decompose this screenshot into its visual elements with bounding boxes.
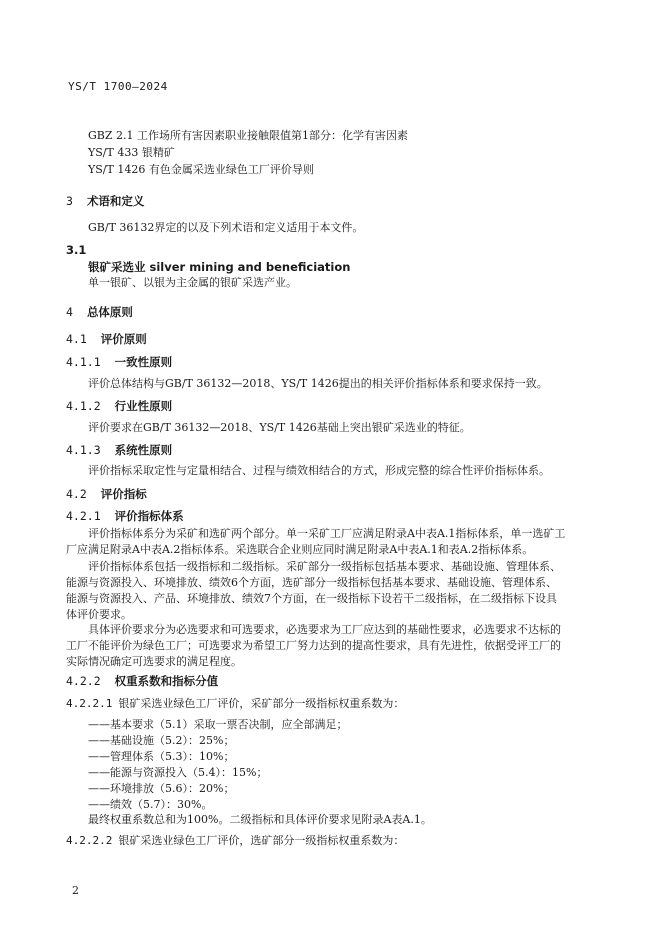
clause-4-2-2-2 [66, 834, 404, 848]
standard-code-header: YS/T 1700—2024 [68, 80, 168, 93]
section-title: 总体原则 [86, 305, 133, 319]
section-4-1-1-heading [66, 355, 172, 369]
section-4-1-2-heading [66, 399, 172, 413]
section-number: 4.2 [66, 487, 87, 501]
paragraph-line: 厂应满足附录A中表A.2指标体系。采选联合企业则应同时满足附录A中表A.1和表A.2指标体系。 [66, 543, 534, 556]
section-title: 评价指标 [100, 487, 147, 501]
section-number: 4.1 [66, 332, 87, 346]
clause-text: 银矿采选业绿色工厂评价，采矿部分一级指标权重系数为： [118, 697, 405, 710]
section-title: 术语和定义 [86, 194, 145, 208]
list-item: ——环境排放（5.6）：20%； [88, 782, 235, 795]
paragraph-line: 能源与资源投入、环境排放、绩效6个方面，选矿部分一级指标包括基本要求、基础设施、管理体系、 [66, 576, 557, 589]
section-number: 4.2.2 [66, 674, 101, 688]
page-number: 2 [72, 884, 79, 897]
list-item: ——管理体系（5.3）：10%； [88, 750, 235, 763]
paragraph-line: 体评价要求。 [66, 608, 132, 621]
paragraph-line: 实际情况确定可选要求的满足程度。 [66, 655, 242, 668]
section-title: 评价原则 [100, 332, 147, 346]
section-title: 一致性原则 [114, 355, 173, 369]
section-3-heading [66, 194, 144, 208]
section-4-heading [66, 305, 133, 319]
paragraph-line: 评价指标体系分为采矿和选矿两个部分。单一采矿工厂应满足附录A中表A.1指标体系，单一选矿工 [88, 527, 566, 540]
section-number: 4.2.1 [66, 509, 101, 523]
section-number: 4 [66, 305, 73, 319]
section-title: 权重系数和指标分值 [114, 674, 219, 688]
term-number: 3.1 [66, 243, 87, 257]
clause-number: 4.2.2.2 [66, 834, 113, 847]
paragraph: GB/T 36132界定的以及下列术语和定义适用于本文件。 [88, 221, 364, 234]
paragraph: 最终权重系数总和为100%。二级指标和具体评价要求见附录A表A.1。 [88, 813, 432, 826]
section-title: 评价指标体系 [114, 509, 184, 523]
term-definition: 单一银矿、以银为主金属的银矿采选产业。 [88, 276, 297, 289]
reference-item: GBZ 2.1 工作场所有害因素职业接触限值第1部分：化学有害因素 [88, 129, 408, 142]
section-4-1-3-heading [66, 443, 172, 457]
paragraph-line: 能源与资源投入、产品、环境排放、绩效7个方面，在一级指标下设若干二级指标，在二级指标下设具 [66, 592, 557, 605]
section-4-2-2-heading [66, 674, 218, 688]
section-4-2-heading [66, 487, 147, 501]
paragraph-line: 评价指标体系包括一级指标和二级指标。采矿部分一级指标包括基本要求、基础设施、管理体系、 [88, 560, 561, 573]
paragraph-line: 工厂不能评价为绿色工厂；可选要求为希望工厂努力达到的提高性要求，具有先进性，依据受评工厂的 [66, 639, 561, 652]
list-item: ——基础设施（5.2）：25%； [88, 734, 235, 747]
term-title: 银矿采选业 silver mining and beneficiation [88, 260, 351, 274]
section-number: 4.1.1 [66, 355, 101, 369]
section-4-2-1-heading [66, 509, 184, 523]
section-title: 行业性原则 [114, 399, 173, 413]
list-item: ——能源与资源投入（5.4）：15%； [88, 766, 268, 779]
paragraph: 评价总体结构与GB/T 36132—2018、YS/T 1426提出的相关评价指标体系和要求保持一致。 [88, 377, 548, 390]
clause-4-2-2-1 [66, 697, 404, 711]
clause-text: 银矿采选业绿色工厂评价，选矿部分一级指标权重系数为： [118, 834, 405, 847]
section-4-1-heading [66, 332, 147, 346]
section-title: 系统性原则 [114, 443, 173, 457]
reference-item: YS/T 1426 有色金属采选业绿色工厂评价导则 [88, 163, 314, 176]
section-number: 4.1.3 [66, 443, 101, 457]
paragraph: 评价指标采取定性与定量相结合、过程与绩效相结合的方式，形成完整的综合性评价指标体系。 [88, 464, 550, 477]
section-number: 3 [66, 194, 73, 208]
list-item: ——绩效（5.7）：30%。 [88, 798, 213, 811]
paragraph: 评价要求在GB/T 36132—2018、YS/T 1426基础上突出银矿采选业的特征。 [88, 421, 471, 434]
paragraph-line: 具体评价要求分为必选要求和可选要求，必选要求为工厂应达到的基础性要求，必选要求不达标的 [88, 623, 561, 636]
section-number: 4.1.2 [66, 399, 101, 413]
list-item: ——基本要求（5.1）采取一票否决制，应全部满足； [88, 718, 348, 731]
clause-number: 4.2.2.1 [66, 697, 113, 710]
reference-item: YS/T 433 银精矿 [88, 146, 175, 159]
